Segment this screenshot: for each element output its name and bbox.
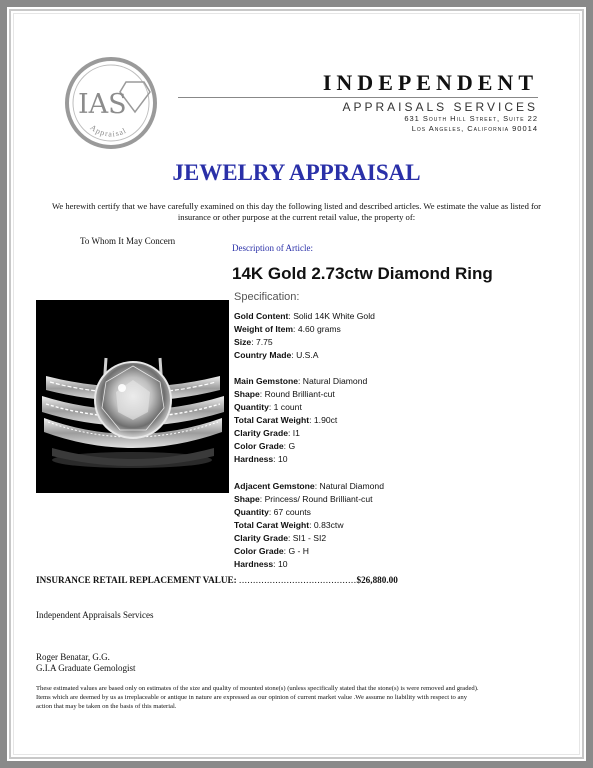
spec-row-color: Color Grade: G - H bbox=[234, 546, 309, 556]
spec-row-main-gemstone: Main Gemstone: Natural Diamond bbox=[234, 376, 368, 386]
spec-row-carat: Total Carat Weight: 1.90ct bbox=[234, 415, 338, 425]
spec-label: Total Carat Weight bbox=[234, 520, 310, 530]
spec-value: G bbox=[288, 441, 296, 451]
replacement-value-label: INSURANCE RETAIL REPLACEMENT VALUE: bbox=[36, 575, 237, 585]
spec-value: Round Brilliant-cut bbox=[264, 389, 335, 399]
certification-text: We herewith certify that we have carefully examined on this day the following listed and described articles. We estimate the value as listed for insurance or other purpose at the current retail value, the property of: bbox=[51, 201, 542, 222]
recipient: To Whom It May Concern bbox=[80, 236, 176, 246]
spec-row-hardness: Hardness: 10 bbox=[234, 454, 288, 464]
spec-row-quantity: Quantity: 67 counts bbox=[234, 507, 311, 517]
spec-row-gold-content: Gold Content: Solid 14K White Gold bbox=[234, 311, 375, 321]
spec-general bbox=[234, 310, 375, 362]
header-divider bbox=[178, 97, 538, 98]
spec-value: G - H bbox=[288, 546, 309, 556]
spec-label: Main Gemstone bbox=[234, 376, 298, 386]
spec-label: Color Grade bbox=[234, 546, 284, 556]
company-header bbox=[178, 70, 538, 134]
disclaimer-text: These estimated values are based only on estimates of the size and quality of mounted stone(s) (unless specifically stated that the stone(s) is were removed and graded). Items which are deemed by us as irreplaceable or antique in nature are expressed as our opinion of current market value .We assume no liability with respect to any action that may be taken on the basis of this material. bbox=[36, 685, 479, 710]
spec-row-quantity: Quantity: 1 count bbox=[234, 402, 302, 412]
appraiser-name: Roger Benatar, G.G. bbox=[36, 652, 110, 662]
spec-row-carat: Total Carat Weight: 0.83ctw bbox=[234, 520, 344, 530]
spec-label: Shape bbox=[234, 389, 260, 399]
spec-row-shape: Shape: Round Brilliant-cut bbox=[234, 389, 335, 399]
logo-ring-text: Appraisal bbox=[88, 122, 129, 139]
spec-row-weight: Weight of Item: 4.60 grams bbox=[234, 324, 341, 334]
spec-value: I1 bbox=[292, 428, 300, 438]
spec-value: U.S.A bbox=[296, 350, 319, 360]
company-address-line1: 631 South Hill Street, Suite 22 bbox=[404, 114, 538, 123]
ias-logo bbox=[64, 56, 158, 150]
spec-row-size: Size: 7.75 bbox=[234, 337, 273, 347]
spec-row-color: Color Grade: G bbox=[234, 441, 296, 451]
spec-value: 1 count bbox=[273, 402, 302, 412]
spec-value: Natural Diamond bbox=[319, 481, 384, 491]
value-leader-dots: .......................................... bbox=[239, 575, 357, 585]
appraiser-title: G.I.A Graduate Gemologist bbox=[36, 663, 136, 673]
spec-label: Country Made bbox=[234, 350, 292, 360]
ring-photo bbox=[36, 300, 229, 493]
spec-label: Color Grade bbox=[234, 441, 284, 451]
spec-label: Hardness bbox=[234, 454, 274, 464]
spec-label: Hardness bbox=[234, 559, 274, 569]
logo-text: IAS bbox=[78, 89, 127, 120]
spec-row-country: Country Made: U.S.A bbox=[234, 350, 319, 360]
spec-label: Adjacent Gemstone bbox=[234, 481, 315, 491]
spec-value: 0.83ctw bbox=[313, 520, 344, 530]
spec-value: Princess/ Round Brilliant-cut bbox=[264, 494, 373, 504]
spec-label: Shape bbox=[234, 494, 260, 504]
item-title: 14K Gold 2.73ctw Diamond Ring bbox=[232, 264, 493, 283]
spec-row-clarity: Clarity Grade: SI1 - SI2 bbox=[234, 533, 327, 543]
spec-main-gemstone bbox=[234, 375, 367, 466]
spec-label: Clarity Grade bbox=[234, 428, 288, 438]
spec-label: Gold Content bbox=[234, 311, 289, 321]
spec-label: Quantity bbox=[234, 507, 269, 517]
spec-row-shape: Shape: Princess/ Round Brilliant-cut bbox=[234, 494, 373, 504]
spec-label: Total Carat Weight bbox=[234, 415, 310, 425]
company-name: INDEPENDENT bbox=[322, 70, 538, 95]
spec-value: 1.90ct bbox=[313, 415, 338, 425]
spec-row-clarity: Clarity Grade: I1 bbox=[234, 428, 300, 438]
spec-value: Solid 14K White Gold bbox=[293, 311, 375, 321]
spec-value: 4.60 grams bbox=[297, 324, 341, 334]
spec-label: Size bbox=[234, 337, 252, 347]
specification-label: Specification: bbox=[234, 291, 300, 303]
spec-value: SI1 - SI2 bbox=[292, 533, 327, 543]
spec-value: 7.75 bbox=[255, 337, 273, 347]
spec-row-adjacent-gemstone: Adjacent Gemstone: Natural Diamond bbox=[234, 481, 384, 491]
document-title: JEWELRY APPRAISAL bbox=[172, 160, 421, 185]
spec-value: Natural Diamond bbox=[302, 376, 368, 386]
replacement-value-amount: $26,880.00 bbox=[356, 575, 398, 585]
spec-label: Clarity Grade bbox=[234, 533, 288, 543]
spec-value: 10 bbox=[277, 454, 288, 464]
signature-company: Independent Appraisals Services bbox=[36, 610, 154, 620]
spec-value: 67 counts bbox=[273, 507, 311, 517]
description-label: Description of Article: bbox=[232, 243, 313, 253]
svg-text:Appraisal bbox=[88, 123, 128, 139]
spec-row-hardness: Hardness: 10 bbox=[234, 559, 288, 569]
appraiser-block bbox=[36, 652, 135, 674]
spec-adjacent-gemstone bbox=[234, 480, 384, 571]
company-address-line2: Los Angeles, California 90014 bbox=[411, 124, 538, 133]
spec-value: 10 bbox=[277, 559, 288, 569]
company-subtitle: APPRAISALS SERVICES bbox=[342, 100, 538, 114]
spec-label: Quantity bbox=[234, 402, 269, 412]
replacement-value-line bbox=[36, 575, 436, 585]
spec-label: Weight of Item bbox=[234, 324, 294, 334]
